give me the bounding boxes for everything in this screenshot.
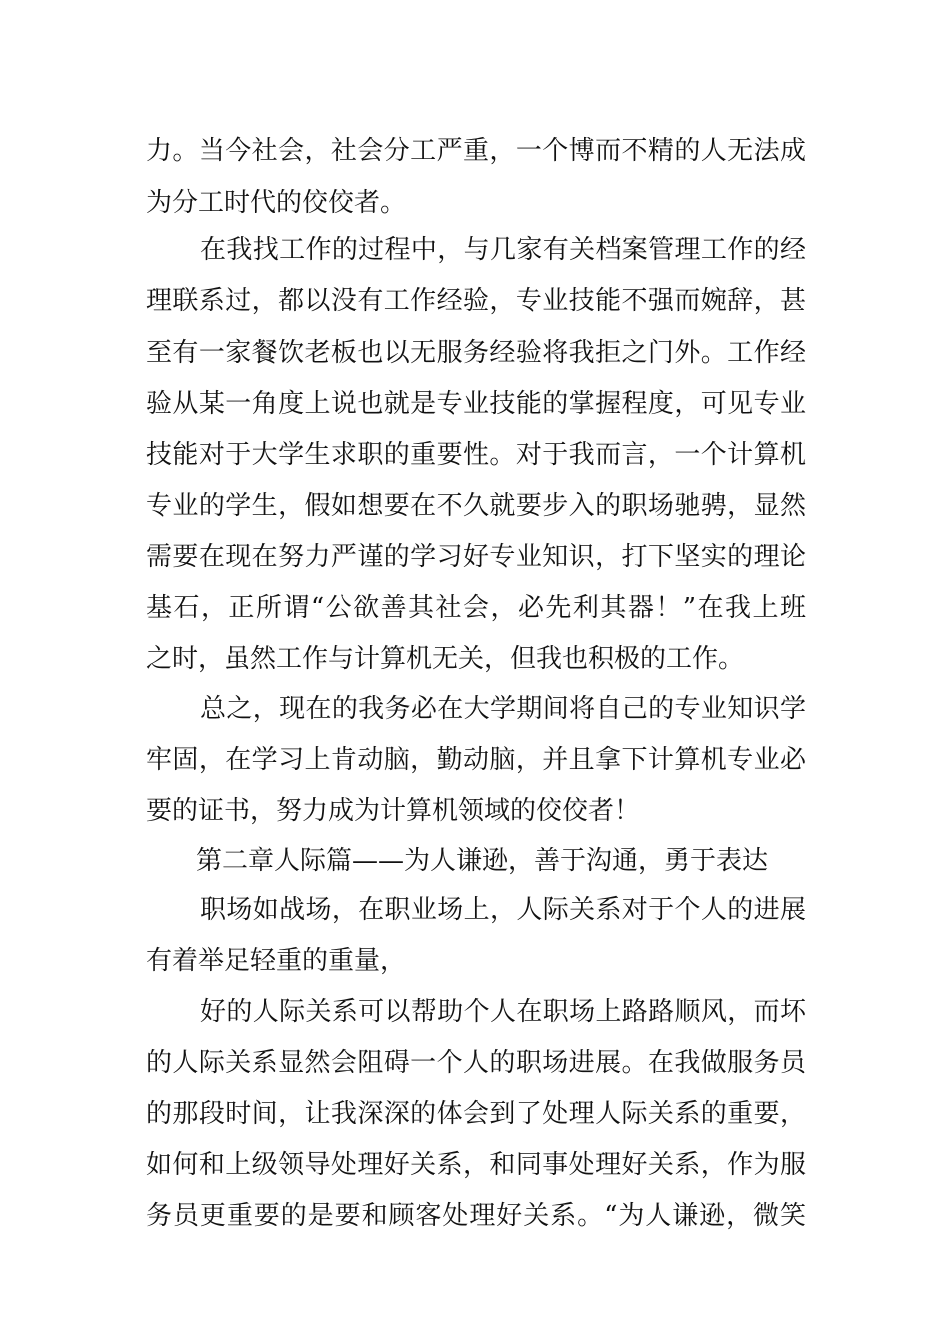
text-line: 验从某一角度上说也就是专业技能的掌握程度，可见专业 — [146, 389, 806, 419]
paragraph-first-line: 总之，现在的我务必在大学期间将自己的专业知识学 — [200, 694, 806, 724]
text-line: 务员更重要的是要和顾客处理好关系。“为人谦逊，微笑 — [146, 1201, 806, 1231]
text-line: 牢固，在学习上肯动脑，勤动脑，并且拿下计算机专业必 — [146, 745, 806, 775]
text-line: 如何和上级领导处理好关系，和同事处理好关系，作为服 — [146, 1150, 806, 1180]
paragraph-first-line: 好的人际关系可以帮助个人在职场上路路顺风，而坏 — [200, 997, 806, 1027]
text-line: 要的证书，努力成为计算机领域的佼佼者！ — [146, 796, 641, 826]
chapter-heading: 第二章人际篇——为人谦逊，善于沟通，勇于表达 — [196, 846, 769, 876]
text-line: 有着举足轻重的重量， — [146, 946, 407, 976]
text-line: 基石，正所谓“公欲善其社会，必先利其器！”在我上班 — [146, 593, 806, 623]
text-line: 的那段时间，让我深深的体会到了处理人际关系的重要， — [146, 1099, 806, 1129]
text-line: 为分工时代的佼佼者。 — [146, 188, 407, 218]
paragraph-first-line: 职场如战场，在职业场上，人际关系对于个人的进展 — [200, 895, 806, 925]
text-line: 至有一家餐饮老板也以无服务经验将我拒之门外。工作经 — [146, 338, 806, 368]
text-line: 需要在现在努力严谨的学习好专业知识，打下坚实的理论 — [146, 542, 806, 572]
text-line: 力。当今社会，社会分工严重，一个博而不精的人无法成 — [146, 136, 806, 166]
text-line: 理联系过，都以没有工作经验，专业技能不强而婉辞，甚 — [146, 286, 806, 316]
text-line: 技能对于大学生求职的重要性。对于我而言，一个计算机 — [146, 440, 806, 470]
text-line: 之时，虽然工作与计算机无关，但我也积极的工作。 — [146, 644, 745, 674]
paragraph-first-line: 在我找工作的过程中，与几家有关档案管理工作的经 — [200, 235, 806, 265]
text-line: 专业的学生，假如想要在不久就要步入的职场驰骋，显然 — [146, 491, 806, 521]
text-line: 的人际关系显然会阻碍一个人的职场进展。在我做服务员 — [146, 1048, 806, 1078]
